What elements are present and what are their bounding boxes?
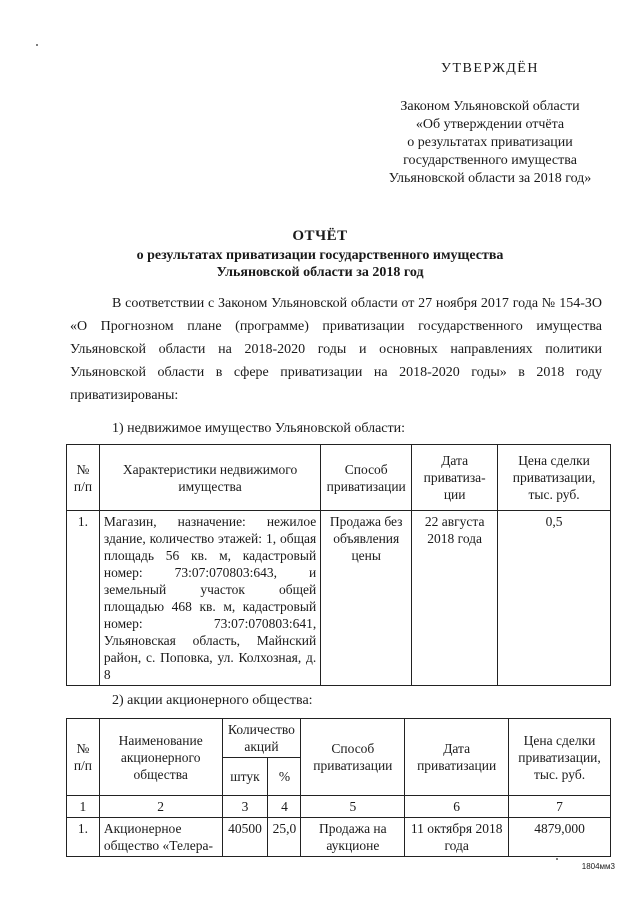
column-number-row bbox=[67, 796, 611, 818]
approval-line: «Об утверждении отчёта bbox=[415, 117, 565, 132]
title-main: ОТЧЁТ bbox=[292, 228, 348, 244]
column-number: 2 bbox=[99, 796, 222, 818]
approval-line: Ульяновской области за 2018 год» bbox=[388, 171, 592, 186]
report-title bbox=[60, 228, 580, 281]
header-characteristics: Характеристики недвижимого имущества bbox=[99, 445, 320, 511]
column-number: 3 bbox=[222, 796, 268, 818]
header-name: Наименование акционерного общества bbox=[99, 719, 222, 796]
header-price: Цена сделки приватизации, тыс. руб. bbox=[498, 445, 611, 511]
cell-method: Продажа на аукционе bbox=[301, 818, 405, 857]
approval-line: Законом Ульяновской области bbox=[400, 99, 580, 114]
intro-paragraph bbox=[70, 292, 602, 407]
cell-method: Продажа без объявления цены bbox=[321, 511, 412, 686]
header-num: № п/п bbox=[67, 719, 100, 796]
approval-heading: УТВЕРЖДЁН bbox=[441, 61, 539, 76]
header-num: № п/п bbox=[67, 445, 100, 511]
cell-date: 22 августа 2018 года bbox=[412, 511, 498, 686]
cell-percent: 25,0 bbox=[268, 818, 301, 857]
table-header-row bbox=[67, 719, 611, 758]
column-number: 1 bbox=[67, 796, 100, 818]
document-code: 1804мм3 bbox=[581, 862, 615, 871]
scan-speck bbox=[556, 858, 558, 860]
shares-table bbox=[66, 718, 611, 857]
cell-price: 4879,000 bbox=[509, 818, 611, 857]
table-row bbox=[67, 818, 611, 857]
section1-heading: 1) недвижимое имущество Ульяновской области: bbox=[112, 421, 406, 436]
intro-text: В соответствии с Законом Ульяновской области от 27 ноября 2017 года № 154-ЗО «О Прогнозном плане (программе) приватизации государственного имущества Ульяновской области на 2018-2020 годы и основных направлениях политики Ульяновской области в сфере приватизации на 2018-2020 годы» в 2018 году приватизированы: bbox=[70, 296, 602, 403]
cell-price: 0,5 bbox=[498, 511, 611, 686]
table-row bbox=[67, 511, 611, 686]
header-method: Способ приватизации bbox=[301, 719, 405, 796]
approval-line: государственного имущества bbox=[403, 153, 577, 168]
approval-block bbox=[380, 60, 600, 188]
cell-num: 1. bbox=[67, 818, 100, 857]
header-percent: % bbox=[268, 758, 301, 796]
cell-name: Акционерное общество «Телера- bbox=[99, 818, 222, 857]
approval-line: о результатах приватизации bbox=[407, 135, 573, 150]
table-header-row bbox=[67, 445, 611, 511]
header-quantity: Количество акций bbox=[222, 719, 301, 758]
column-number: 6 bbox=[405, 796, 509, 818]
header-date: Дата приватиза-ции bbox=[412, 445, 498, 511]
cell-pieces: 40500 bbox=[222, 818, 268, 857]
title-line: Ульяновской области за 2018 год bbox=[216, 265, 424, 280]
real-estate-table bbox=[66, 444, 611, 686]
header-pieces: штук bbox=[222, 758, 268, 796]
column-number: 4 bbox=[268, 796, 301, 818]
cell-date: 11 октября 2018 года bbox=[405, 818, 509, 857]
title-line: о результатах приватизации государственного имущества bbox=[136, 248, 504, 263]
column-number: 7 bbox=[509, 796, 611, 818]
section2-heading: 2) акции акционерного общества: bbox=[112, 693, 313, 708]
cell-characteristics: Магазин, назначение: нежилое здание, количество этажей: 1, общая площадь 56 кв. м, кадастровый номер: 73:07:070803:643, и земельный участок общей площадью 468 кв. м, кадастровый номер: 73:07:070803:641, Ульяновская область, Майнский район, с. Поповка, ул. Колхозная, д. 8 bbox=[99, 511, 320, 686]
header-price: Цена сделки приватизации, тыс. руб. bbox=[509, 719, 611, 796]
header-date: Дата приватизации bbox=[405, 719, 509, 796]
scan-speck bbox=[36, 44, 38, 46]
header-method: Способ приватизации bbox=[321, 445, 412, 511]
cell-num: 1. bbox=[67, 511, 100, 686]
column-number: 5 bbox=[301, 796, 405, 818]
